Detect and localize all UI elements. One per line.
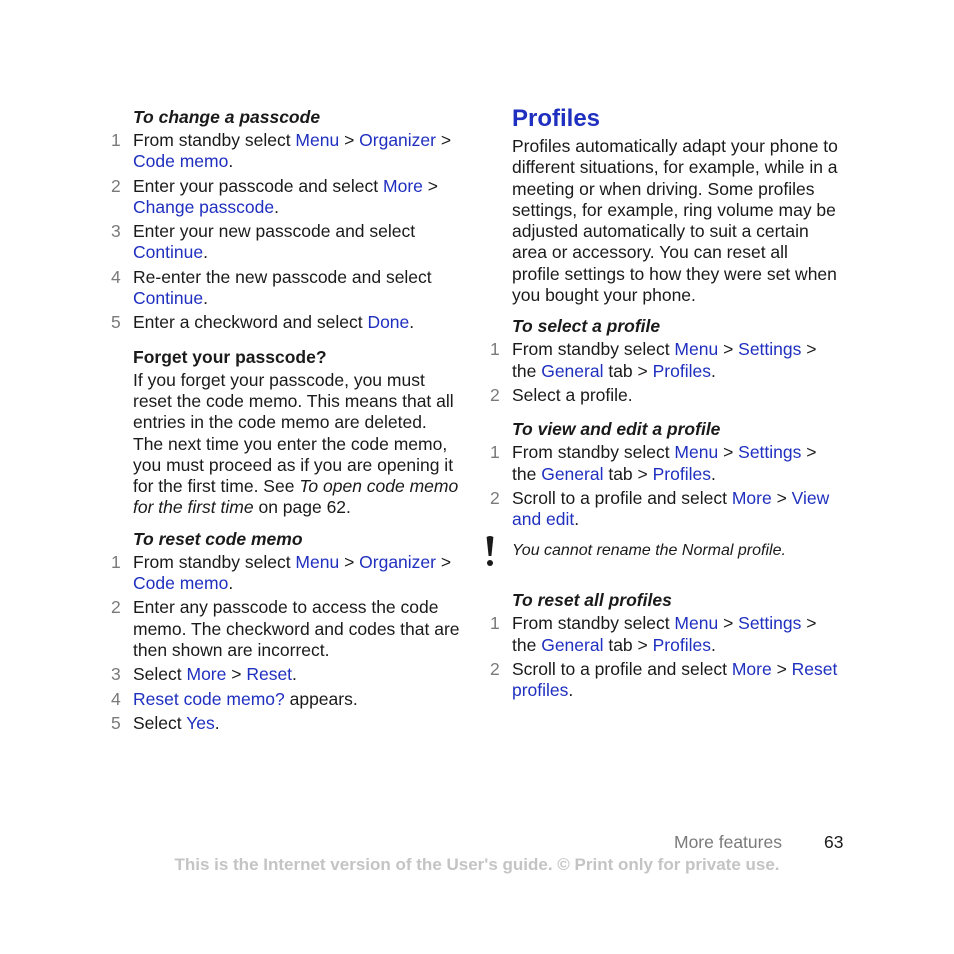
menu-path-item: View and edit <box>512 487 830 530</box>
step-number: 2 <box>490 659 500 680</box>
step-text: > <box>339 130 360 150</box>
step-text: appears. <box>284 688 358 709</box>
step-number: 1 <box>490 442 500 463</box>
menu-path-item: Reset profiles <box>512 659 838 701</box>
step-text: . <box>274 196 279 217</box>
step-text: > <box>771 487 792 508</box>
step-item <box>490 339 840 382</box>
step-text: . <box>710 360 716 381</box>
step-number: 1 <box>490 613 500 634</box>
step-item <box>490 613 840 656</box>
left-column <box>111 106 461 737</box>
step-text: Scroll to a profile and select <box>512 487 732 508</box>
step-text: Enter your new passcode and select <box>133 221 416 242</box>
menu-path-item: Reset code memo? <box>133 688 285 709</box>
step-text: . <box>214 712 220 733</box>
menu-path-item: More <box>383 175 423 196</box>
menu-path-item: Settings <box>738 613 802 634</box>
page-number: 63 <box>824 832 844 852</box>
step-text: . <box>574 509 580 530</box>
menu-path-item: More <box>731 659 772 680</box>
menu-path-item: Menu <box>295 130 340 150</box>
step-number: 4 <box>111 266 121 287</box>
step-number: 2 <box>490 384 500 405</box>
menu-path-item: Settings <box>738 442 802 463</box>
menu-path-item: Profiles <box>652 463 711 484</box>
step-text: From standby select <box>512 339 675 360</box>
step-text: tab > <box>603 463 653 484</box>
step-number: 1 <box>111 551 121 572</box>
step-text: From standby select <box>512 442 675 463</box>
step-item <box>111 552 461 595</box>
menu-path-item: Reset <box>246 664 293 685</box>
step-text: Enter any passcode to access the code memo. The checkword and codes that are then shown are incorrect. <box>133 597 460 660</box>
step-item <box>111 221 461 264</box>
right-column <box>490 106 840 705</box>
reset-code-memo-title: To reset code memo <box>133 528 303 549</box>
menu-path-item: Organizer <box>359 551 436 572</box>
menu-path-item: Done <box>367 312 410 333</box>
step-text: . <box>710 463 716 484</box>
step-text: > <box>436 551 452 572</box>
note-text: You cannot rename the Normal profile. <box>512 542 786 560</box>
step-text: > the <box>512 339 817 381</box>
menu-path-item: General <box>541 360 604 381</box>
profiles-intro: Profiles automatically adapt your phone to different situations, for example, while in a meeting or when driving. Some profiles settings, for example, ring volume may be adjusted automatically to suit a certain area or accessory. You can reset all profile settings to how they were set when you bought your phone. <box>512 136 838 306</box>
step-text: > <box>422 175 438 196</box>
step-text: Enter a checkword and select <box>133 312 368 333</box>
menu-path-item: General <box>541 634 604 655</box>
step-item <box>111 713 461 734</box>
step-number: 4 <box>111 688 121 709</box>
menu-path-item: More <box>731 487 772 508</box>
step-item <box>490 442 840 485</box>
menu-path-item: Yes <box>186 712 215 733</box>
step-text: Enter your passcode and select <box>133 175 384 196</box>
reset-all-profiles-title: To reset all profiles <box>512 590 672 611</box>
menu-path-item: More <box>186 664 227 685</box>
step-item <box>111 597 461 661</box>
step-text: Select a profile. <box>512 384 633 405</box>
step-number: 1 <box>111 130 121 150</box>
step-text: . <box>228 151 234 172</box>
step-item <box>111 176 461 219</box>
step-text: . <box>292 664 297 685</box>
menu-path-item: Code memo <box>133 151 229 172</box>
note <box>512 540 840 561</box>
step-text: . <box>568 680 574 701</box>
menu-path-item: Code memo <box>133 573 229 594</box>
menu-path-item: Continue <box>133 288 204 309</box>
step-text: Select <box>133 664 187 685</box>
step-text: . <box>409 312 415 333</box>
step-item <box>490 385 840 406</box>
step-text: From standby select <box>133 130 296 150</box>
menu-path-item: Continue <box>133 242 204 263</box>
select-profile-steps <box>490 339 840 406</box>
step-text: > <box>339 551 360 572</box>
page-title: Profiles <box>512 105 601 132</box>
step-item <box>111 689 461 710</box>
step-text: . <box>203 288 208 309</box>
exclamation-warning-icon <box>486 535 494 569</box>
step-item <box>490 659 840 702</box>
step-text: . <box>228 573 234 594</box>
step-text: > <box>718 613 739 634</box>
menu-path-item: Organizer <box>359 130 436 150</box>
step-text: > the <box>512 442 817 484</box>
step-text: tab > <box>603 360 653 381</box>
step-number: 1 <box>490 339 500 360</box>
forget-passcode-title: Forget your passcode? <box>133 346 327 367</box>
step-text: > <box>718 442 739 463</box>
step-number: 2 <box>490 487 500 508</box>
step-item <box>490 488 840 531</box>
step-text: > <box>436 130 452 150</box>
footer-section-name: More features <box>674 832 782 852</box>
step-text: . <box>710 634 716 655</box>
step-number: 3 <box>111 664 121 685</box>
step-number: 2 <box>111 175 121 196</box>
menu-path-item: Menu <box>674 442 719 463</box>
cross-reference: To open code memo for the first time <box>133 476 459 518</box>
step-text: > <box>718 339 739 360</box>
step-text: > <box>771 659 792 680</box>
step-item <box>111 130 461 173</box>
forget-passcode-text: If you forget your passcode, you must reset the code memo. This means that all entries in the code memo are deleted. The next time you enter the code memo, you must proceed as if you are opening it for the first time. See To open code memo for the first time on page 62. <box>133 369 459 518</box>
step-number: 2 <box>111 597 121 618</box>
step-text: From standby select <box>133 551 296 572</box>
change-passcode-title: To change a passcode <box>133 107 321 127</box>
step-item <box>111 664 461 685</box>
step-text: From standby select <box>512 613 675 634</box>
step-number: 3 <box>111 221 121 242</box>
step-text: . <box>203 242 208 263</box>
menu-path-item: General <box>541 463 604 484</box>
view-edit-profile-steps <box>490 442 840 530</box>
change-passcode-steps <box>111 130 461 334</box>
view-edit-profile-title: To view and edit a profile <box>512 419 721 440</box>
menu-path-item: Profiles <box>652 360 711 381</box>
select-profile-title: To select a profile <box>512 316 661 337</box>
footer-notice: This is the Internet version of the User's guide. © Print only for private use. <box>174 855 780 874</box>
step-text: > the <box>512 613 817 655</box>
menu-path-item: Settings <box>738 339 802 360</box>
menu-path-item: Change passcode <box>133 196 275 217</box>
step-item <box>111 267 461 310</box>
step-number: 5 <box>111 712 121 733</box>
menu-path-item: Menu <box>674 339 719 360</box>
step-text: tab > <box>603 634 653 655</box>
menu-path-item: Profiles <box>652 634 711 655</box>
step-item <box>111 312 461 333</box>
reset-code-memo-steps <box>111 552 461 734</box>
menu-path-item: Menu <box>674 613 719 634</box>
step-text: > <box>226 664 247 685</box>
step-number: 5 <box>111 312 121 333</box>
menu-path-item: Menu <box>295 551 340 572</box>
reset-all-profiles-steps <box>490 613 840 701</box>
step-text: Re-enter the new passcode and select <box>133 266 432 287</box>
step-text: Scroll to a profile and select <box>512 659 732 680</box>
step-text: Select <box>133 712 187 733</box>
